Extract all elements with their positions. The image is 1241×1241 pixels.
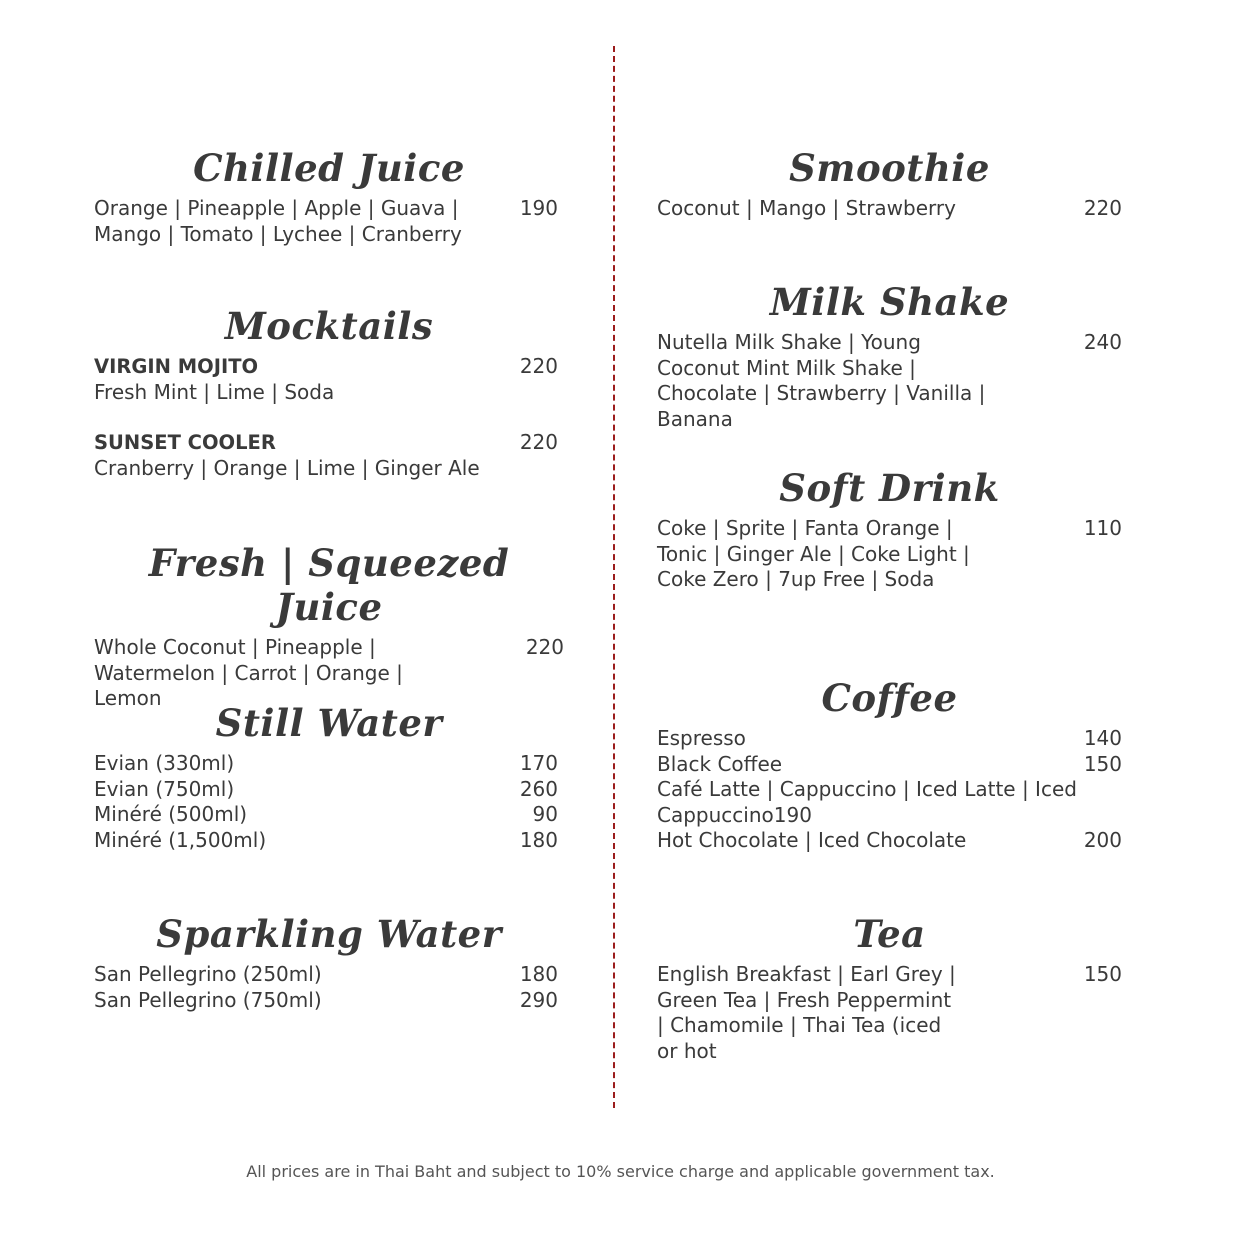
menu-item	[657, 330, 1122, 432]
section-milk-shake	[657, 280, 1122, 432]
menu-item	[94, 430, 564, 481]
item-name: SUNSET COOLER	[94, 431, 276, 454]
section-title: Chilled Juice	[193, 146, 465, 190]
menu-item	[657, 752, 1122, 778]
section-title: Soft Drink	[779, 466, 1000, 510]
section-title: Mocktails	[224, 304, 434, 348]
item-price: 220	[1083, 196, 1122, 220]
item-price: 260	[519, 776, 558, 801]
section-coffee	[657, 676, 1122, 854]
item-price: 220	[525, 635, 564, 659]
item-price: 190	[519, 196, 558, 220]
menu-item	[94, 354, 564, 405]
item-description: Nutella Milk Shake | Young Coconut Mint Milk Shake | Chocolate | Strawberry | Vanilla | Banana	[657, 330, 986, 431]
section-tea	[657, 912, 1122, 1064]
item-description: Minéré (1,500ml)	[94, 827, 267, 852]
item-price: 220	[519, 430, 558, 454]
item-price: 110	[1083, 516, 1122, 540]
section-title: Fresh | Squeezed Juice	[148, 541, 510, 629]
footer-note: All prices are in Thai Baht and subject to 10% service charge and applicable government tax.	[246, 1162, 995, 1181]
item-description: Coconut | Mango | Strawberry	[657, 196, 956, 220]
item-description: Hot Chocolate | Iced Chocolate	[657, 828, 967, 852]
section-soft-drink	[657, 466, 1122, 593]
item-description: Orange | Pineapple | Apple | Guava | Mango | Tomato | Lychee | Cranberry	[94, 196, 462, 246]
section-smoothie	[657, 146, 1122, 222]
section-chilled-juice	[94, 146, 564, 247]
item-price: 180	[519, 962, 558, 986]
menu-item	[94, 196, 564, 247]
item-description: Whole Coconut | Pineapple | Watermelon | Carrot | Orange | Lemon	[94, 635, 403, 710]
menu-item	[657, 828, 1122, 854]
item-description: Espresso	[657, 726, 746, 750]
menu-item	[94, 751, 564, 777]
item-price: 90	[532, 802, 558, 826]
item-price: 200	[1083, 828, 1122, 852]
menu-item	[657, 777, 1122, 828]
item-price: 290	[519, 987, 558, 1012]
section-fresh-juice	[94, 541, 564, 712]
section-title: Coffee	[821, 676, 958, 720]
section-title: Still Water	[215, 701, 443, 745]
item-description: Minéré (500ml)	[94, 802, 248, 826]
item-description: English Breakfast | Earl Grey | Green Tea | Fresh Peppermint | Chamomile | Thai Tea (iced or hot	[657, 962, 956, 1063]
section-title: Milk Shake	[769, 280, 1010, 324]
section-mocktails	[94, 304, 564, 481]
menu-item	[657, 962, 1122, 1064]
item-description: San Pellegrino (250ml)	[94, 962, 322, 986]
column-divider	[613, 46, 615, 1108]
item-price: 180	[519, 827, 558, 852]
menu-item	[94, 988, 564, 1014]
menu-item	[657, 726, 1122, 752]
menu-item	[94, 777, 564, 803]
item-description: Black Coffee	[657, 751, 783, 776]
item-description: Cranberry | Orange | Lime | Ginger Ale	[94, 455, 480, 480]
item-name: VIRGIN MOJITO	[94, 355, 259, 378]
section-title: Tea	[853, 912, 926, 956]
item-price: 140	[1083, 726, 1122, 750]
menu-item	[94, 962, 564, 988]
item-description: Coke | Sprite | Fanta Orange | Tonic | Ginger Ale | Coke Light | Coke Zero | 7up Free | Soda	[657, 516, 970, 591]
menu-item	[657, 196, 1122, 222]
item-description: Fresh Mint | Lime | Soda	[94, 379, 335, 404]
item-price: 150	[1083, 751, 1122, 776]
section-sparkling-water	[94, 912, 564, 1013]
section-title: Smoothie	[789, 146, 990, 190]
section-still-water	[94, 701, 564, 853]
item-price: 150	[1083, 962, 1122, 986]
item-description: Evian (750ml)	[94, 776, 235, 801]
menu-item	[94, 828, 564, 854]
item-description: Café Latte | Cappuccino | Iced Latte | Iced Cappuccino190	[657, 777, 1077, 827]
section-title: Sparkling Water	[156, 912, 502, 956]
item-description: Evian (330ml)	[94, 751, 235, 775]
menu-item	[94, 802, 564, 828]
menu-item	[657, 516, 1122, 593]
item-description: San Pellegrino (750ml)	[94, 987, 322, 1012]
item-price: 220	[519, 354, 558, 378]
item-price: 240	[1083, 330, 1122, 354]
item-price: 170	[519, 751, 558, 775]
